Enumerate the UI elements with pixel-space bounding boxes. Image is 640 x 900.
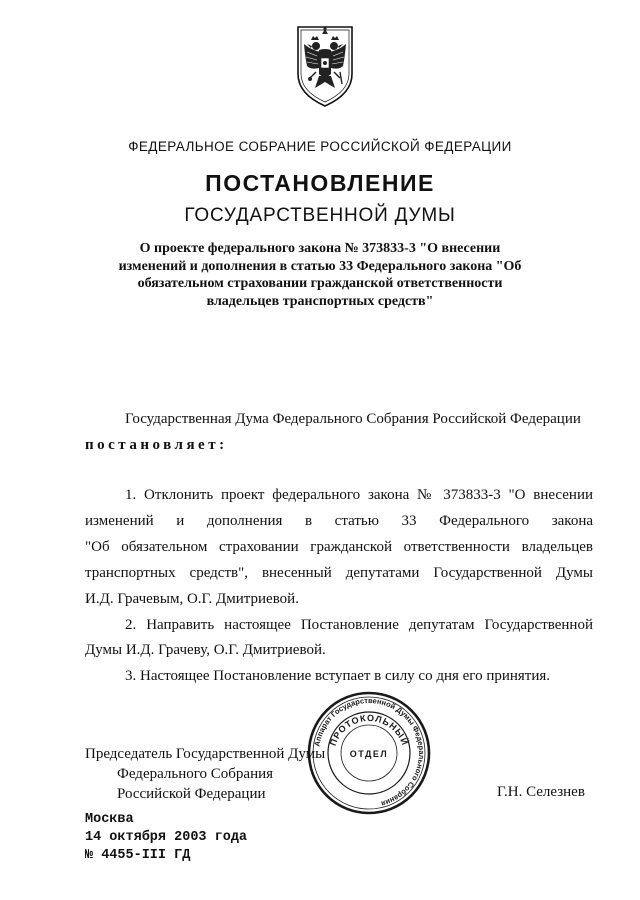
footer-city: Москва	[85, 812, 134, 827]
body-intro: Государственная Дума Федерального Собрания Российской Федерации	[125, 411, 581, 427]
organization-name: ФЕДЕРАЛЬНОЕ СОБРАНИЕ РОССИЙСКОЙ ФЕДЕРАЦИИ	[128, 139, 512, 154]
stamp-middle-text: ПРОТОКОЛЬНЫЙ	[327, 712, 411, 748]
paragraph-3-line: 3. Настоящее Постановление вступает в силу со дня его принятия.	[125, 668, 551, 684]
subject-line: О проекте федерального закона № 373833-3 "О внесении	[139, 241, 501, 256]
subject-line: обязательном страховании гражданской ответственности	[137, 276, 503, 291]
paragraph-1-line: 1. Отклонить проект федерального закона № 373833-3 "О внесении	[125, 487, 593, 503]
signatory-role-line: Федерального Собрания	[117, 766, 274, 782]
signatory-name: Г.Н. Селезнев	[497, 784, 585, 800]
paragraph-1-line: изменений и дополнения в статью 33 Федерального закона	[85, 513, 593, 529]
subject-line: владельцев транспортных средств"	[206, 293, 434, 309]
paragraph-2-line: 2. Направить настоящее Постановление депутатам Государственной	[125, 617, 593, 633]
paragraph-1-line: И.Д. Грачевым, О.Г. Дмитриевой.	[85, 591, 299, 607]
signatory-role-line: Председатель Государственной Думы	[85, 746, 326, 762]
document-footer	[85, 811, 247, 865]
signatory-role-line: Российской Федерации	[117, 786, 266, 802]
signatory-role	[85, 744, 325, 804]
footer-date: 14 октября 2003 года	[85, 830, 248, 845]
subject-line: изменений и дополнения в статью 33 Федерального закона "Об	[118, 258, 522, 274]
stamp-center-text: ОТДЕЛ	[349, 749, 389, 759]
document-subtitle: ГОСУДАРСТВЕННОЙ ДУМЫ	[184, 205, 456, 226]
decree-word: постановляет:	[85, 437, 228, 453]
document-title: ПОСТАНОВЛЕНИЕ	[205, 170, 435, 196]
paragraph-1-line: транспортных средств", внесенный депутатами Государственной Думы	[85, 565, 593, 581]
russian-coat-of-arms-icon	[293, 22, 357, 110]
footer-number: № 4455-III ГД	[85, 848, 191, 863]
paragraph-1-line: "Об обязательном страховании гражданской ответственности владельцев	[85, 539, 593, 555]
stamp-outer-text: Аппарат Государственной Думы Федерального Собрания	[312, 695, 427, 809]
svg-text:ПРОТОКОЛЬНЫЙ	[328, 713, 412, 747]
paragraph-2-line: Думы И.Д. Грачеву, О.Г. Дмитриевой.	[85, 642, 326, 658]
document-subject	[100, 240, 540, 310]
